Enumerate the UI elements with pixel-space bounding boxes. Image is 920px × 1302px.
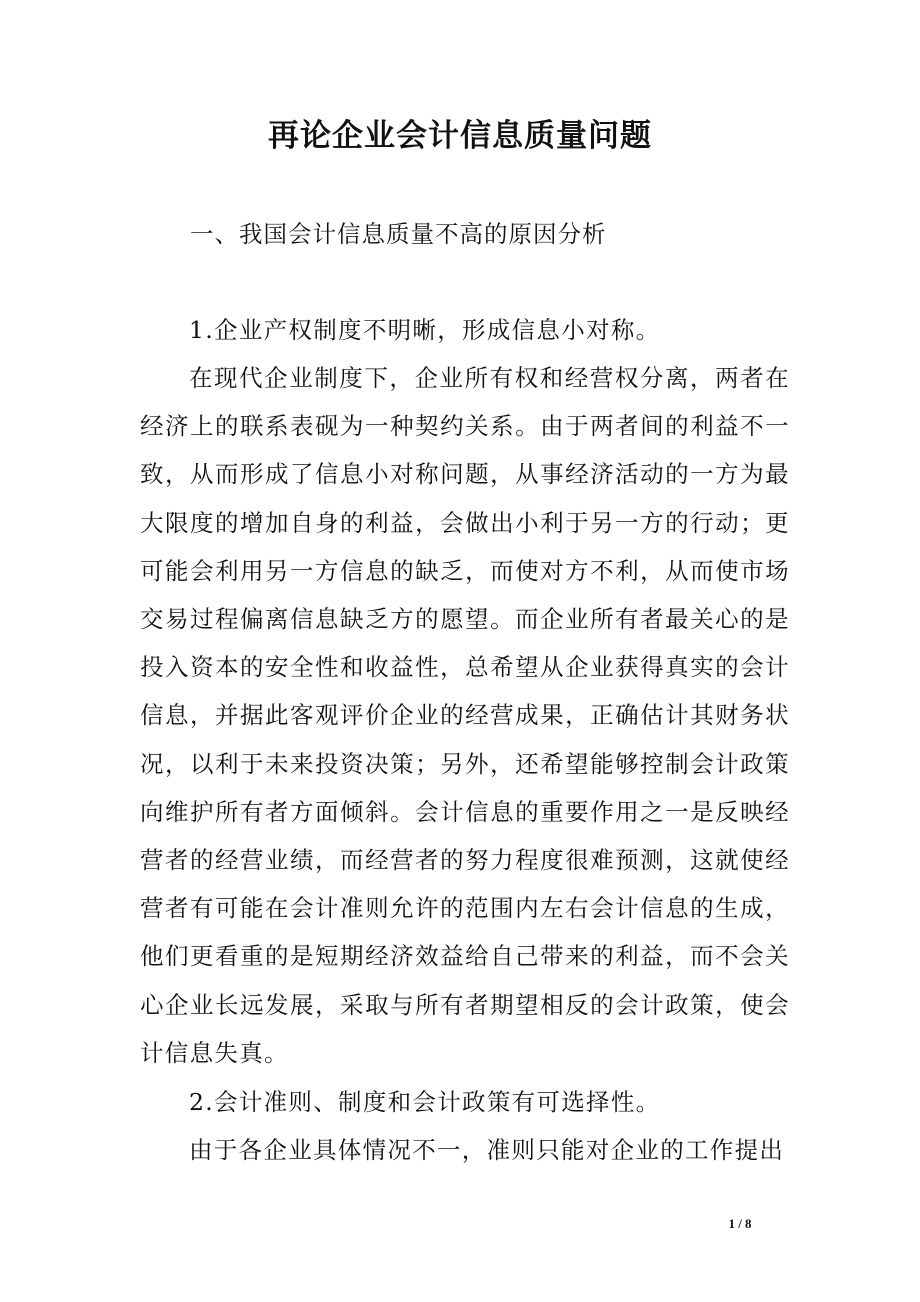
paragraph-2-heading xyxy=(140,1078,790,1126)
paragraph-1-body xyxy=(140,354,790,1077)
document-title: 再论企业会计信息质量问题 xyxy=(268,118,652,154)
paragraph: 由于各企业具体情况不一，准则只能对企业的工作提出 xyxy=(189,1136,785,1164)
paragraph-2-body xyxy=(140,1126,790,1174)
paragraph: 1.企业产权制度不明晰，形成信息小对称。 xyxy=(189,316,661,344)
section-heading: 一、我国会计信息质量不高的原因分析 xyxy=(190,220,607,248)
page-number: 1 / 8 xyxy=(728,1216,752,1231)
paragraph: 在现代企业制度下，企业所有权和经营权分离，两者在经济上的联系表砚为一种契约关系。由于两者间的利益不一致，从而形成了信息小对称问题，从事经济活动的一方为最大限度的增加自身的利益，会做出小利于另一方的行动；更可能会利用另一方信息的缺乏，而使对方不利，从而使市场交易过程偏离信息缺乏方的愿望。而企业所有者最关心的是投入资本的安全性和收益性，总希望从企业获得真实的会计信息，并据此客观评价企业的经营成果，正确估计其财务状况，以利于未来投资决策；另外，还希望能够控制会计政策向维护所有者方面倾斜。会计信息的重要作用之一是反映经营者的经营业绩，而经营者的努力程度很难预测，这就使经营者有可能在会计准则允许的范围内左右会计信息的生成，他们更看重的是短期经济效益给自己带来的利益，而不会关心企业长远发展，采取与所有者期望相反的会计政策，使会计信息失真。 xyxy=(140,364,790,1067)
paragraph-1-heading xyxy=(140,306,790,354)
paragraph: 2.会计准则、制度和会计政策有可选择性。 xyxy=(189,1088,661,1116)
